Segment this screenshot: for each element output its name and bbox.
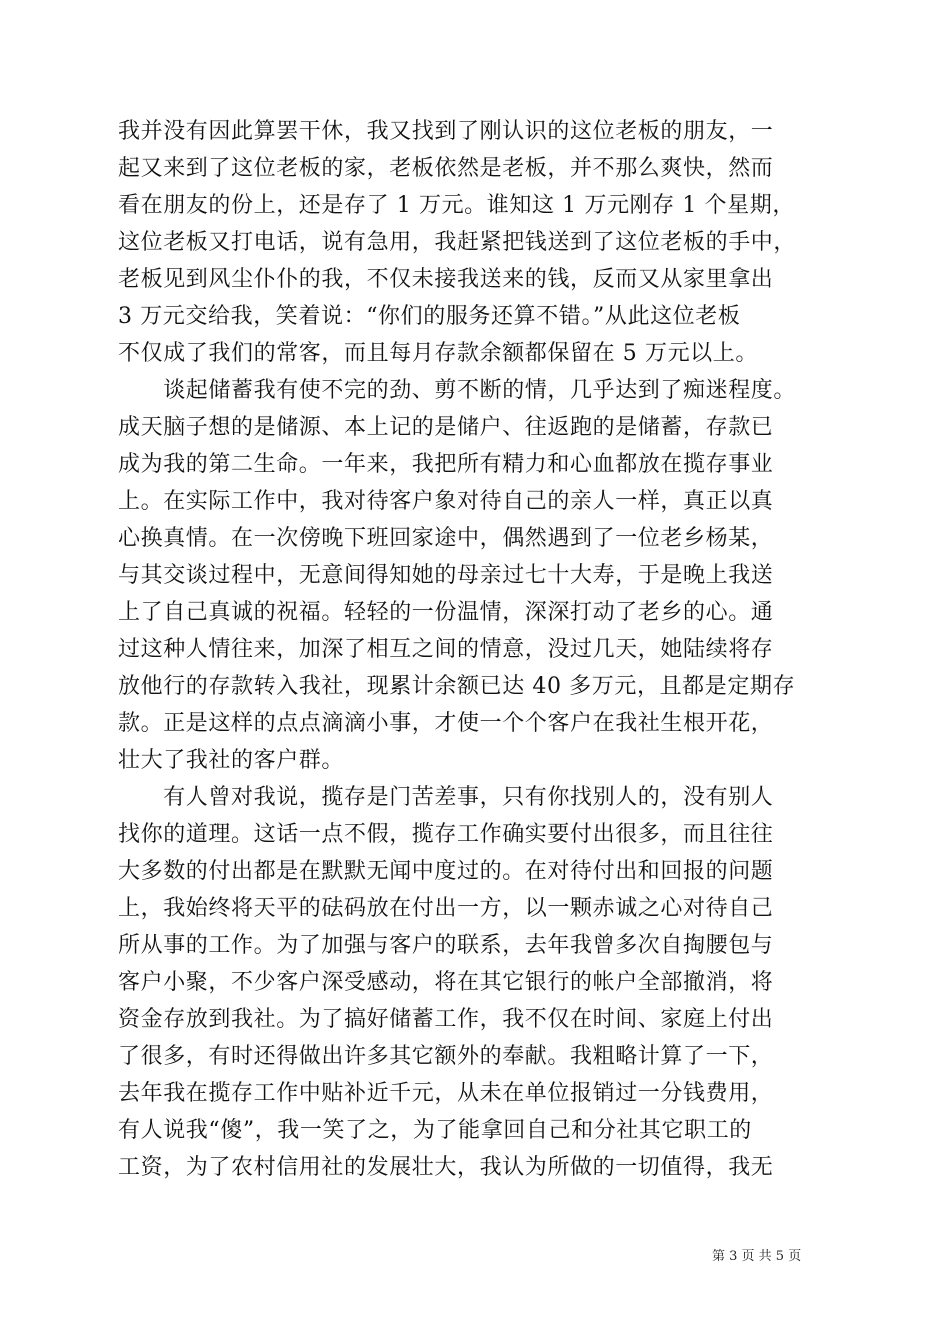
text-line: 谈起储蓄我有使不完的劲、剪不断的情，几乎达到了痴迷程度。 [118, 378, 797, 403]
text-line: 与其交谈过程中，无意间得知她的母亲过七十大寿，于是晚上我送 [118, 563, 774, 588]
text-line: 放他行的存款转入我社，现累计余额已达 40 多万元，且都是定期存 [118, 674, 796, 699]
text-line: 心换真情。在一次傍晚下班回家途中，偶然遇到了一位老乡杨某， [118, 526, 774, 551]
text-line: 款。正是这样的点点滴滴小事，才使一个个客户在我社生根开花， [118, 711, 774, 736]
text-line: 有人曾对我说，揽存是门苦差事，只有你找别人的，没有别人 [118, 785, 774, 810]
text-line: 成天脑子想的是储源、本上记的是储户、往返跑的是储蓄，存款已 [118, 415, 774, 440]
text-line: 上，我始终将天平的砝码放在付出一方，以一颗赤诚之心对待自己 [118, 896, 774, 921]
text-line: 找你的道理。这话一点不假，揽存工作确实要付出很多，而且往往 [118, 822, 774, 847]
text-line: 上了自己真诚的祝福。轻轻的一份温情，深深打动了老乡的心。通 [118, 600, 774, 625]
text-line: 所从事的工作。为了加强与客户的联系，去年我曾多次自掏腰包与 [118, 933, 774, 958]
text-line: 成为我的第二生命。一年来，我把所有精力和心血都放在揽存事业 [118, 452, 774, 477]
text-line: 3 万元交给我，笑着说：“你们的服务还算不错。”从此这位老板 [118, 304, 741, 329]
text-line: 大多数的付出都是在默默无闻中度过的。在对待付出和回报的问题 [118, 859, 774, 884]
text-line: 过这种人情往来，加深了相互之间的情意，没过几天，她陆续将存 [118, 637, 774, 662]
text-line: 这位老板又打电话，说有急用，我赶紧把钱送到了这位老板的手中， [118, 230, 797, 255]
text-line: 工资，为了农村信用社的发展壮大，我认为所做的一切值得，我无 [118, 1155, 774, 1180]
text-line: 了很多，有时还得做出许多其它额外的奉献。我粗略计算了一下， [118, 1044, 774, 1069]
text-line: 起又来到了这位老板的家，老板依然是老板，并不那么爽快，然而 [118, 156, 774, 181]
page-number-footer: 第 3 页 共 5 页 [712, 1249, 802, 1264]
text-line: 有人说我“傻”，我一笑了之，为了能拿回自己和分社其它职工的 [118, 1118, 752, 1143]
text-line: 资金存放到我社。为了搞好储蓄工作，我不仅在时间、家庭上付出 [118, 1007, 774, 1032]
text-line: 壮大了我社的客户群。 [118, 748, 345, 773]
text-line: 客户小聚，不少客户深受感动，将在其它银行的帐户全部撤消，将 [118, 970, 774, 995]
text-line: 上。在实际工作中，我对待客户象对待自己的亲人一样，真正以真 [118, 489, 774, 514]
text-line: 我并没有因此算罢干休，我又找到了刚认识的这位老板的朋友，一 [118, 119, 774, 144]
text-line: 老板见到风尘仆仆的我，不仅未接我送来的钱，反而又从家里拿出 [118, 267, 774, 292]
text-line: 去年我在揽存工作中贴补近千元，从未在单位报销过一分钱费用， [118, 1081, 774, 1106]
text-line: 看在朋友的份上，还是存了 1 万元。谁知这 1 万元刚存 1 个星期， [118, 193, 795, 218]
text-line: 不仅成了我们的常客，而且每月存款余额都保留在 5 万元以上。 [118, 341, 758, 366]
